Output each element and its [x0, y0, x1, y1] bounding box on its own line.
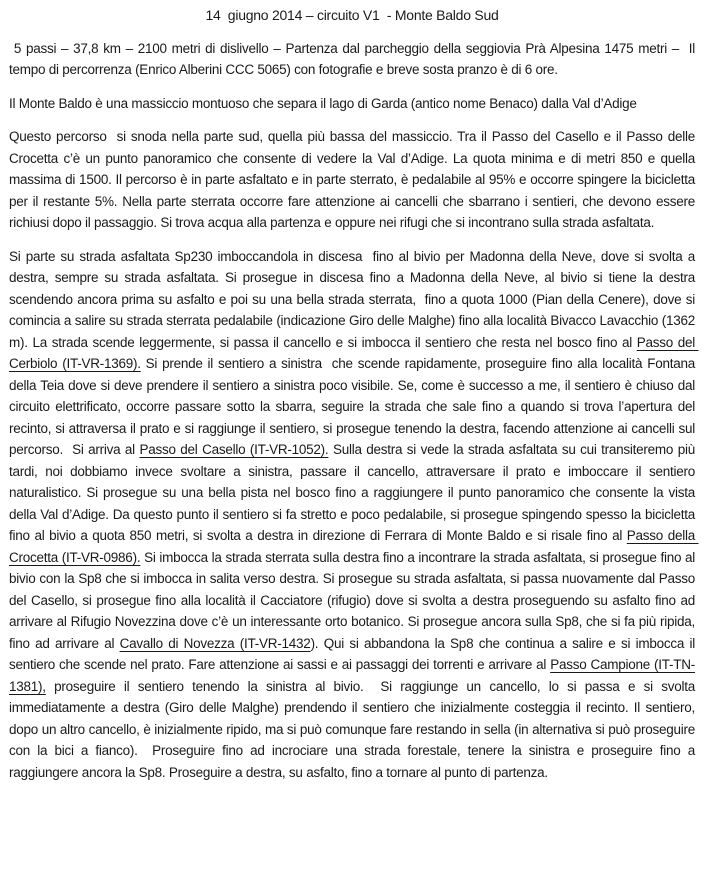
text-segment: Sulla destra si vede la strada asfaltata su cui transiteremo più tardi, noi dobbiamo invece svoltare a sinistra, passare il cancello, attraversare il prato e imboccare il sentiero naturalistico. Si prosegue su una bella pista nel bosco fino a raggiungere il punto panoramico che consente la vista della Val d’Adige. Da questo punto il sentiero si fa stretto e poco pedalabile, si prosegue spingendo spesso la bicicletta fino al bivio a quota 850 metri, si svolta a destra in direzione di Ferrara di Monte Baldo e si risale fino al [9, 442, 699, 543]
text-segment: ). Qui si abbandona la Sp8 che continua a salire e si imbocca il sentiero che scende nel prato. Fare attenzione ai sassi e ai passaggi dei torrenti e arrivare al [9, 635, 699, 672]
text-segment: Si imbocca la strada sterrata sulla destra fino a incontrare la strada asfaltata, si prosegue fino al bivio con la Sp8 che si imbocca in salita verso destra. Si prosegue su strada asfaltata, si passa nuovamente dal Passo del Casello, si prosegue fino alla località il Cacciatore (rifugio) dove si svolta a destra proseguendo su asfalto fino ad arrivare al Rifugio Novezzina dove c’è un interessante orto botanico. Si prosegue ancora sulla Sp8, che si fa più ripida, fino ad arrivare al [9, 549, 699, 651]
text-segment: Si parte su strada asfaltata Sp230 imboccandola in discesa fino al bivio per Madonna della Neve, dove si svolta a destra, sempre su strada asfaltata. Si prosegue in discesa fino a Madonna della Neve, al bivio si tiene la destra scendendo ancora prima su asfalto e poi su una bella strada sterrata, fino a quota 1000 (Pian della Cenere), dove si comincia a salire su strada sterrata pedalabile (indicazione Giro delle Malghe) fino alla località Bivacco Lavacchio (1362 m). La strada scende leggermente, si passa il cancello e si imbocca il sentiero che resta nel bosco fino al [9, 248, 699, 350]
paragraph-summary [9, 38, 699, 81]
waypoint-link[interactable]: Passo del Cerbiolo (IT-VR-1369). [9, 334, 699, 371]
text-segment: proseguire il sentiero tenendo la sinistra al bivio. Si raggiunge un cancello, lo si passa e si svolta immediatamente a destra (Giro delle Malghe) prendendo il sentiero che inizialmente costeggia il recinto. Il sentiero, dopo un altro cancello, è inizialmente ripido, ma si può comunque fare restando in sella (in alternativa si può proseguire con la bici a fianco). Proseguire fino ad incrociare una strada forestale, tenere la sinistra e proseguire fino a raggiungere ancora la Sp8. Proseguire a destra, su asfalto, fino a tornare al punto di partenza. [9, 678, 699, 780]
text-segment: Il Monte Baldo è una massiccio montuoso che separa il lago di Garda (antico nome Benaco) dalla Val d’Adige [9, 95, 637, 111]
waypoint-link[interactable]: Passo del Casello (IT-VR-1052). [139, 442, 329, 457]
waypoint-link[interactable]: Passo Campione (IT-TN-1381), [9, 657, 695, 694]
document-title: 14 giugno 2014 – circuito V1 - Monte Baldo Sud [205, 7, 499, 23]
waypoint-link[interactable]: Cavallo di Novezza (IT-VR-1432 [119, 635, 311, 651]
paragraph-monte-baldo-intro [9, 93, 695, 115]
waypoint-link[interactable]: Passo della Crocetta (IT-VR-0986). [9, 528, 699, 565]
text-segment: Si prende il sentiero a sinistra che scende rapidamente, proseguire fino alla località Fontana della Teia dove si deve prendere il sentiero a sinistra poco visibile. Se, come è successo a me, il sentiero è chiuso dal circuito elettrificato, occorre passare sotto la sbarra, seguire la strada che sale fino a quando si trova l’apertura del recinto, si attraversa il prato e si raggiunge il sentiero, si prosegue tenendo la destra, facendo attenzione ai cancelli sul percorso. Si arriva al [9, 356, 699, 457]
paragraph-route-overview [9, 126, 699, 234]
paragraph-route-details [9, 246, 699, 784]
text-segment: Questo percorso si snoda nella parte sud, quella più bassa del massiccio. Tra il Passo del Casello e il Passo delle Crocetta c’è un punto panoramico che consente di vedere la Val d’Adige. La quota minima e di metri 850 e quella massima di 1500. Il percorso è in parte asfaltato e in parte sterrato, è pedalabile al 95% e occorre spingere la bicicletta per il restante 5%. Nella parte sterrata occorre fare attenzione ai cancelli che sbarrano i sentieri, che devono essere richiusi dopo il passaggio. Si trova acqua alla partenza e oppure nei rifugi che si incontrano sulla strada asfaltata. [9, 129, 699, 230]
text-segment: 5 passi – 37,8 km – 2100 metri di dislivello – Partenza dal parcheggio della seggiovia Prà Alpesina 1475 metri – Il tempo di percorrenza (Enrico Alberini CCC 5065) con fotografie e breve sosta pranzo è di 6 ore. [9, 40, 699, 77]
